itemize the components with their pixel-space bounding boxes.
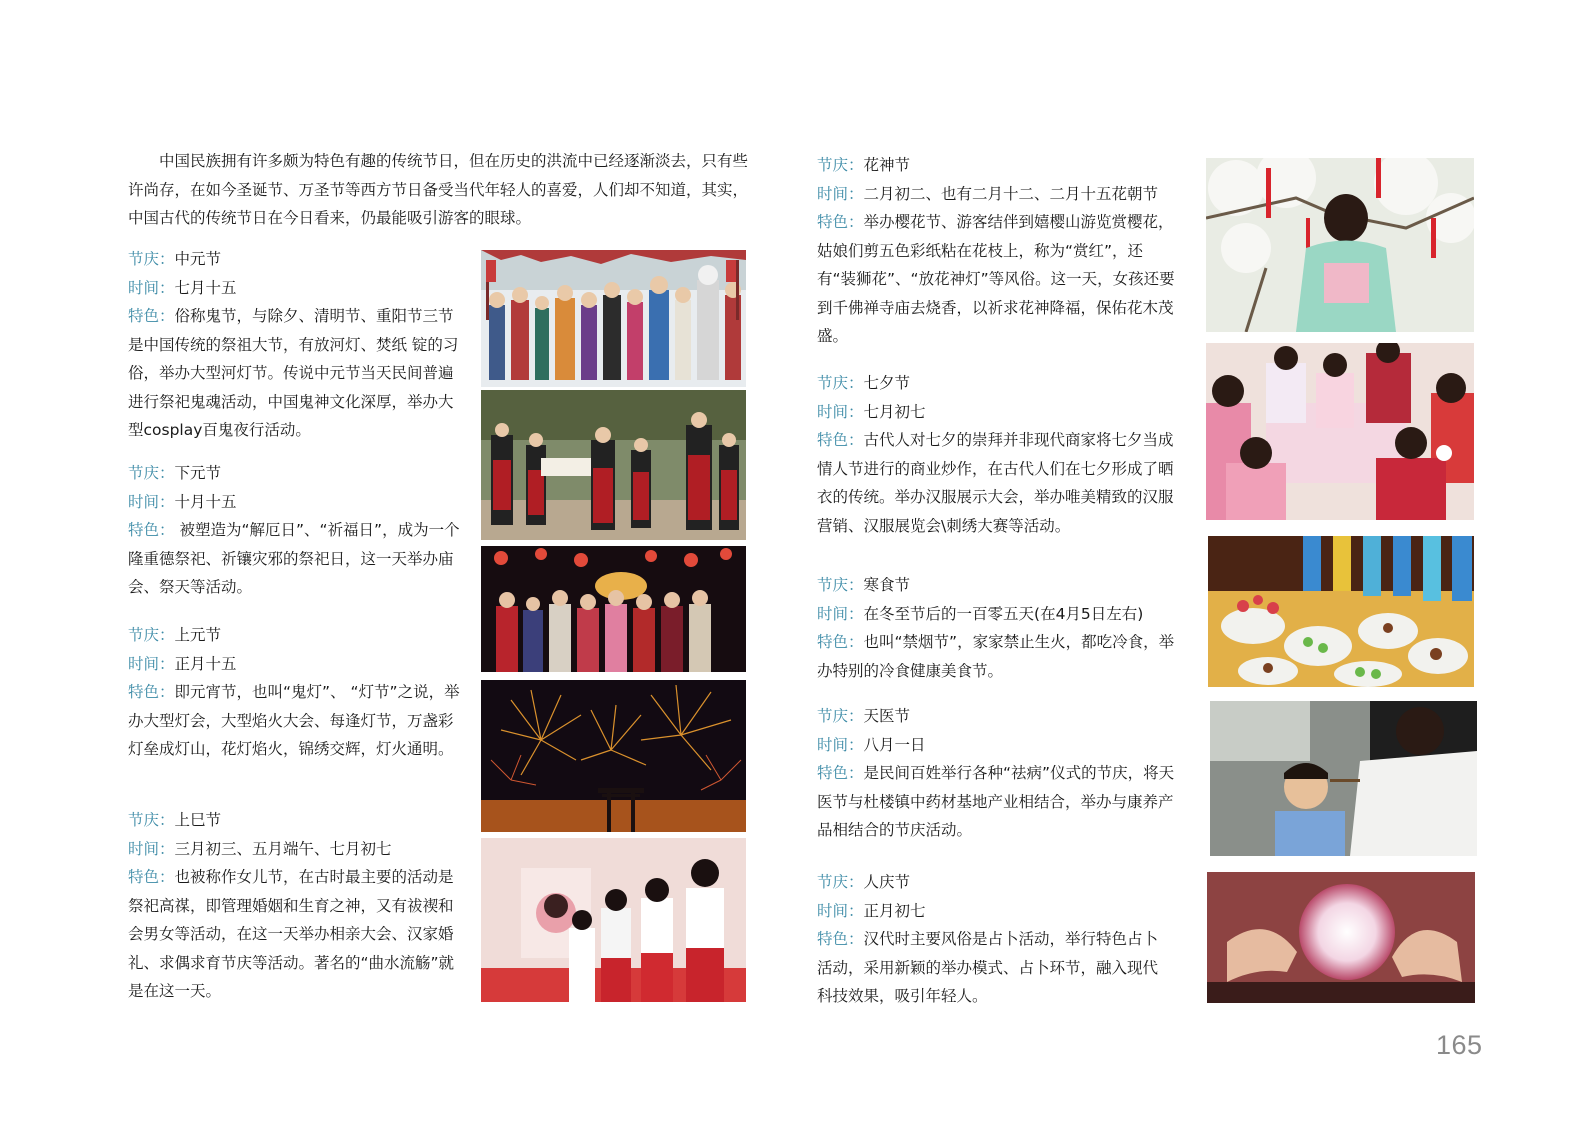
photo-cold-food-feast [1208, 536, 1474, 687]
festival-label: 节庆： [817, 873, 864, 891]
time-label: 时间： [817, 735, 864, 754]
festival-block-huashen [817, 151, 1182, 351]
festival-name: 上元节 [174, 626, 222, 644]
photo-tianyi-forehead-dot [1210, 701, 1477, 856]
feature-label: 特色： [128, 683, 175, 701]
time-line [128, 274, 468, 303]
photo-shangsi-maidens [481, 838, 746, 1002]
time-label: 时间： [128, 654, 175, 673]
feature-line [817, 628, 1182, 685]
festival-feature: 是民间百姓举行各种“祛病”仪式的节庆，将天医节与杜楼镇中药材基地产业相结合，举办与康养产品相结合的节庆活动。 [817, 764, 1175, 839]
time-label: 时间： [128, 278, 175, 297]
feature-line [128, 516, 468, 602]
time-line [128, 488, 468, 517]
feature-label: 特色： [817, 764, 864, 782]
festival-name: 上巳节 [174, 811, 222, 829]
feature-line [128, 863, 468, 1006]
feature-line [128, 678, 468, 764]
photo-fireworks-torii [481, 680, 746, 832]
festival-feature: 被塑造为“解厄日”、“祈福日”，成为一个隆重德祭祀、祈镶灾邪的祭祀日，这一天举办庙会、祭天等活动。 [128, 521, 460, 596]
festival-time: 在冬至节后的一百零五天(在4月5日左右) [863, 604, 1144, 623]
festival-feature: 汉代时主要风俗是占卜活动，举行特色占卜活动，采用新颖的举办模式、占卜环节，融入现代科技效果，吸引年轻人。 [817, 930, 1159, 1005]
time-label: 时间： [817, 184, 864, 203]
festival-time: 七月十五 [174, 278, 237, 297]
festival-label: 节庆： [817, 156, 864, 174]
page-number: 165 [1436, 1030, 1483, 1060]
time-line [128, 650, 468, 679]
feature-line [817, 426, 1182, 540]
festival-time: 正月初七 [863, 901, 926, 920]
festival-name: 寒食节 [863, 576, 911, 594]
feature-label: 特色： [128, 521, 175, 539]
festival-block-tianyi [817, 702, 1177, 845]
feature-label: 特色： [817, 930, 864, 948]
festival-name: 花神节 [863, 156, 911, 174]
feature-label: 特色： [817, 213, 864, 231]
festival-label: 节庆： [817, 374, 864, 392]
festival-time: 二月初二、也有二月十二、二月十五花朝节 [863, 184, 1159, 203]
festival-label: 节庆： [128, 464, 175, 482]
festival-block-xiayuan [128, 459, 468, 602]
time-line [817, 398, 1182, 427]
time-label: 时间： [817, 604, 864, 623]
festival-name: 七夕节 [863, 374, 911, 392]
feature-label: 特色： [128, 868, 175, 886]
time-label: 时间： [817, 901, 864, 920]
festival-line [128, 806, 468, 835]
festival-label: 节庆： [128, 811, 175, 829]
festival-feature: 即元宵节，也叫“鬼灯”、 “灯节”之说，举办大型灯会，大型焰火大会、每逢灯节，万盏彩灯垒成灯山，花灯焰火，锦绣交辉，灯火通明。 [128, 683, 460, 758]
festival-block-shangyuan [128, 621, 468, 764]
festival-time: 八月一日 [863, 735, 926, 754]
feature-line [817, 925, 1172, 1011]
festival-feature: 举办樱花节、游客结伴到嬉樱山游览赏樱花，姑娘们剪五色彩纸粘在花枝上，称为“赏红”，还有“装狮花”、“放花神灯”等风俗。这一天，女孩还要到千佛禅寺庙去烧香，以祈求花神降福，保佑花木茂盛。 [817, 213, 1175, 345]
feature-label: 特色： [817, 431, 864, 449]
festival-name: 下元节 [174, 464, 222, 482]
festival-name: 中元节 [174, 250, 222, 268]
intro-paragraph: 中国民族拥有许多颇为特色有趣的传统节日，但在历史的洪流中已经逐渐淡去，只有些许尚存，在如今圣诞节、万圣节等西方节日备受当代年轻人的喜爱，人们却不知道，其实，中国古代的传统节日在今日看来，仍最能吸引游客的眼球。 [128, 152, 749, 227]
photo-qixi-hanfu-girls [1206, 343, 1474, 520]
festival-feature: 古代人对七夕的崇拜并非现代商家将七夕当成情人节进行的商业炒作，在古代人们在七夕形成了晒衣的传统。举办汉服展示大会，举办唯美精致的汉服营销、汉服展览会\刺绣大赛等活动。 [817, 431, 1174, 535]
feature-label: 特色： [817, 633, 864, 651]
photo-cherry-blossom-girl [1206, 158, 1474, 332]
festival-line [128, 459, 468, 488]
time-label: 时间： [817, 402, 864, 421]
time-line [817, 897, 1172, 926]
festival-line [128, 245, 468, 274]
time-line [817, 600, 1182, 629]
time-line [128, 835, 468, 864]
time-label: 时间： [128, 492, 175, 511]
festival-label: 节庆： [817, 707, 864, 725]
feature-line [128, 302, 468, 445]
festival-line [817, 868, 1172, 897]
festival-block-qixi [817, 369, 1182, 540]
festival-time: 三月初三、五月端午、七月初七 [174, 839, 392, 858]
festival-block-zhongyuan [128, 245, 468, 445]
feature-line [817, 208, 1182, 351]
festival-block-shangsi [128, 806, 468, 1006]
festival-line [817, 151, 1182, 180]
time-line [817, 731, 1177, 760]
festival-line [817, 369, 1182, 398]
festival-line [128, 621, 468, 650]
festival-feature: 俗称鬼节，与除夕、清明节、重阳节三节是中国传统的祭祖大节，有放河灯、焚纸 锭的习俗，举办大型河灯节。传说中元节当天民间普遍进行祭祀鬼魂活动，中国鬼神文化深厚，举办大型cosplay百鬼夜行活动。 [128, 307, 459, 439]
feature-label: 特色： [128, 307, 175, 325]
festival-time: 十月十五 [174, 492, 237, 511]
festival-block-hanshi [817, 571, 1182, 685]
festival-block-renqing [817, 868, 1172, 1011]
festival-label: 节庆： [817, 576, 864, 594]
festival-line [817, 702, 1177, 731]
photo-divination-crystal-ball [1207, 872, 1475, 1003]
feature-line [817, 759, 1177, 845]
festival-line [817, 571, 1182, 600]
festival-label: 节庆： [128, 250, 175, 268]
festival-label: 节庆： [128, 626, 175, 644]
photo-hanfu-sacrifice-ceremony [481, 390, 746, 540]
photo-lantern-festival-group [481, 546, 746, 672]
festival-feature: 也被称作女儿节，在古时最主要的活动是祭祀高禖，即管理婚姻和生育之神，又有祓禊和会男女等活动，在这一天举办相亲大会、汉家婚礼、求偶求育节庆等活动。著名的“曲水流觞”就是在这一天。 [128, 868, 455, 1000]
festival-feature: 也叫“禁烟节”，家家禁止生火，都吃冷食，举办特别的冷食健康美食节。 [817, 633, 1175, 680]
festival-name: 人庆节 [863, 873, 911, 891]
festival-time: 七月初七 [863, 402, 926, 421]
photo-hundred-ghosts-illustration [481, 250, 746, 387]
festival-time: 正月十五 [174, 654, 237, 673]
festival-name: 天医节 [863, 707, 911, 725]
time-label: 时间： [128, 839, 175, 858]
time-line [817, 180, 1182, 209]
